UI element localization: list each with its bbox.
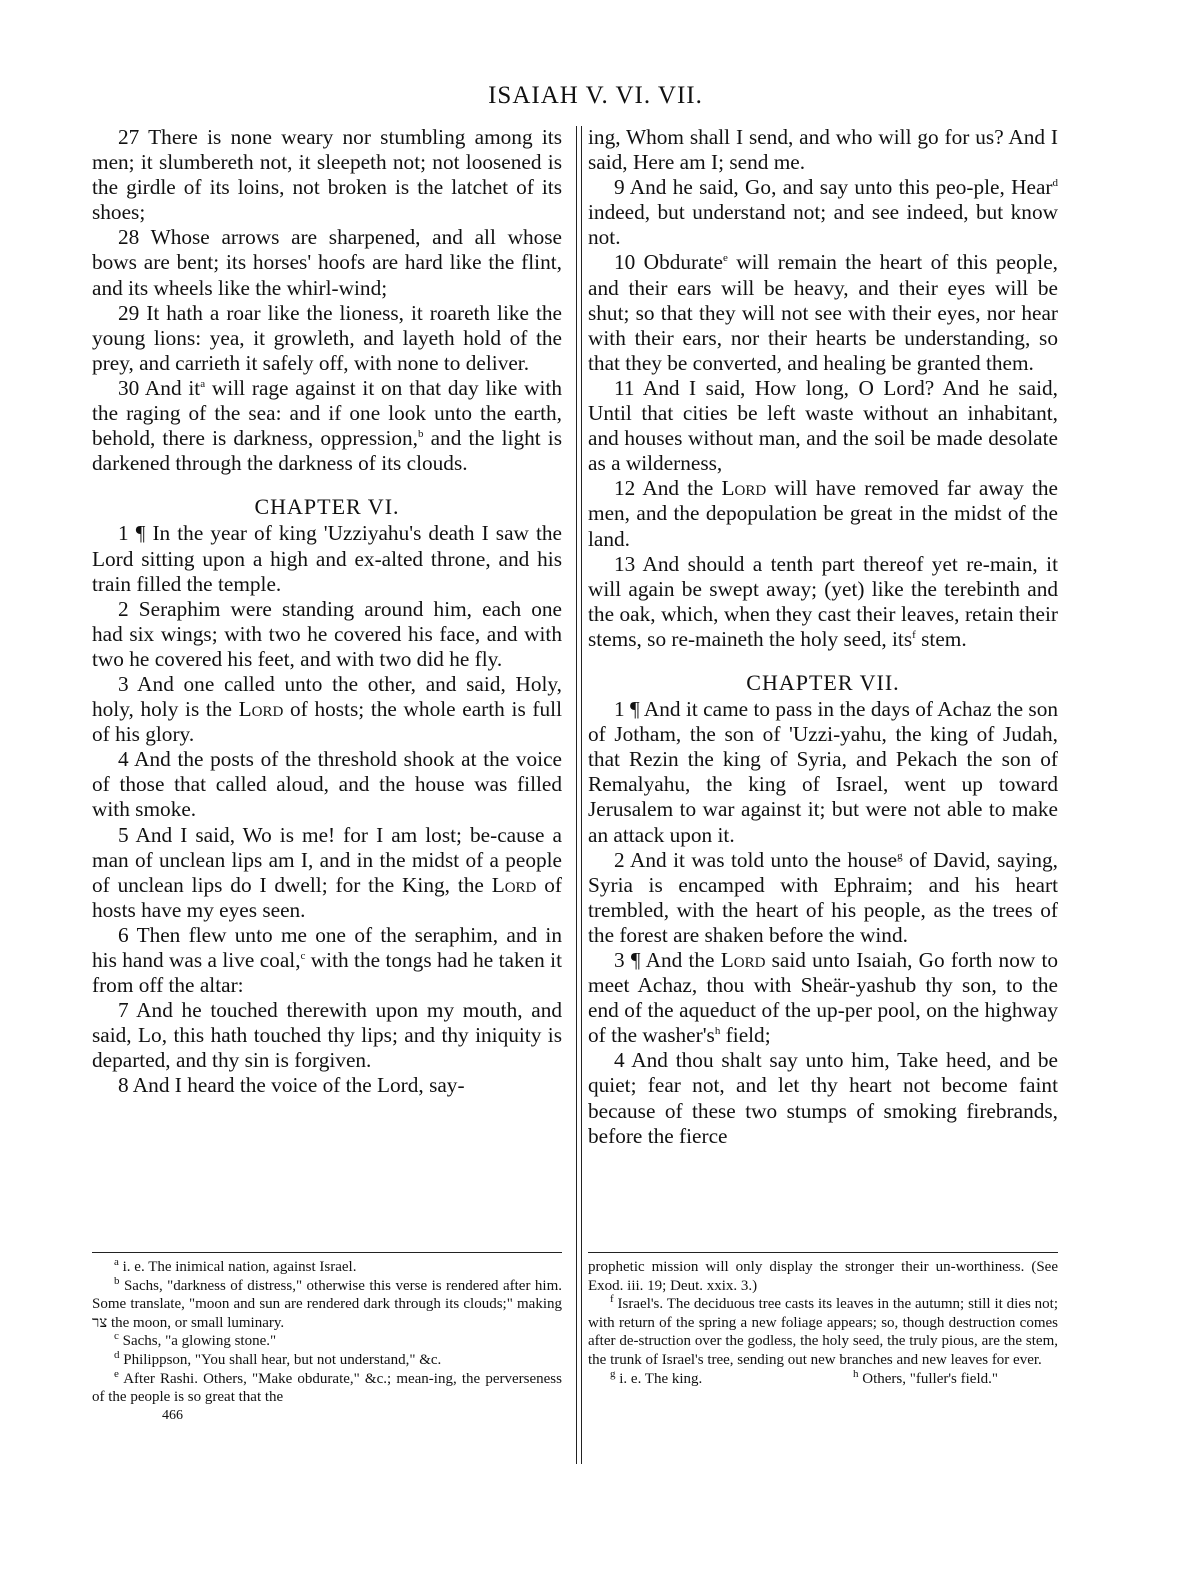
footnote-marker-a: a	[200, 377, 206, 390]
verse-7-1: 1 ¶ And it came to pass in the days of Achaz the son of Jotham, the son of 'Uzzi-yahu, the king of Judah, that Rezin the king of Syria, and Pekach the son of Remalyahu, the king of Israel, went up toward Jerusalem to war against it; but were not able to make an attack upon it.	[588, 697, 1058, 847]
footnote-b: $^b$ Sachs, "darkness of distress," otherwise this verse is rendered after him. Some translate, "moon and sun are rendered dark through its clouds;" making צר the moon, or small luminary.	[92, 1274, 562, 1331]
verse-6-3: 3 And one called unto the other, and said, Holy, holy, holy is the Lord of hosts; the whole earth is full of his glory.	[92, 671, 562, 747]
verse-6-7: 7 And he touched therewith upon my mouth, and said, Lo, this hath touched thy lips; and thy iniquity is departed, and thy sin is forgiven.	[92, 998, 562, 1073]
verse-6-4: 4 And the posts of the threshold shook at the voice of those that called aloud, and the house was filled with smoke.	[92, 747, 562, 822]
footnote-f: $^f$ Israel's. The deciduous tree casts its leaves in the autumn; still it dies not; with return of the spring a new foliage appears; so, though destruction comes after de-struction over the godless, the holy seed, the truly pious, are the stem, the trunk of Israel's tree, sending out new branches and new leaves for ever.	[588, 1293, 1059, 1368]
verse-5-30: 30 And $it^a$ will rage against it on that day like with the raging of the sea: and if one look unto the earth, behold, there is darkness, oppression,$^b$ and the light is darkened through the darkness of its clouds.	[92, 375, 562, 476]
verse-6-8: 8 And I heard the voice of the Lord, say-	[118, 1073, 465, 1098]
column-divider-left-line	[576, 126, 577, 1464]
chapter-heading-vii: CHAPTER VII.	[746, 669, 900, 695]
footnotes-left	[92, 1258, 562, 1425]
lord-small-caps: Lord	[721, 476, 767, 501]
right-column	[588, 125, 1058, 1149]
left-column	[92, 125, 562, 1099]
verse-7-2: 2 And it was told unto the house$^g$ of David, saying, Syria is encamped with Ephraim; and his heart trembled, with the heart of his people, as the trees of the forest are shaken before the wind.	[588, 847, 1058, 947]
verse-6-12: 12 And the Lord will have removed far away the men, and the depopulation be great in the midst of the land.	[588, 476, 1059, 551]
lord-small-caps: Lord	[238, 697, 284, 722]
footnote-c: $^c$ Sachs, "a glowing stone."	[114, 1330, 277, 1350]
footnote-g: $^g$ i. e. The king.	[610, 1367, 703, 1387]
verse-6-9: 9 And he said, Go, and say unto this peo-ple, Hear$^d$ indeed, but understand not; and see indeed, but know not.	[588, 175, 1058, 250]
chapter-heading-vi: CHAPTER VI.	[254, 494, 400, 520]
verse-6-13: 13 And should a tenth part thereof yet re-main, it will again be swept away; (yet) like the terebinth and the oak, which, when they cast their leaves, retain their stems, so re-maineth the holy seed, its$^f$ stem.	[588, 551, 1058, 651]
footnote-a: $^a$ i. e. The inimical nation, against Israel.	[114, 1256, 357, 1275]
verse-6-8-continued: ing, Whom shall I send, and who will go for us? And I said, Here am I; send me.	[588, 125, 1058, 175]
lord-small-caps: Lord	[720, 948, 766, 972]
footnote-marker-g: g	[897, 849, 903, 862]
footnote-e: $^e$ After Rashi. Others, "Make obdurate," &c.; mean-ing, the perverseness of the people is so great that the	[92, 1367, 562, 1406]
verse-6-5: 5 And I said, Wo is me! for I am lost; be-cause a man of unclean lips am I, and in the midst of a people of unclean lips do I dwell; for the King, the Lord of hosts have my eyes seen.	[92, 822, 562, 922]
page-number: 466	[162, 1407, 183, 1423]
footnote-rule-right	[588, 1252, 1058, 1253]
verse-5-28: 28 Whose arrows are sharpened, and all whose bows are bent; its horses' hoofs are hard like the flint, and its wheels like the whirl-wind;	[92, 225, 562, 300]
verse-6-2: 2 Seraphim were standing around him, each one had six wings; with two he covered his face, and with two he covered his feet, and with two did he fly.	[92, 596, 562, 671]
footnote-e-continued: prophetic mission will only display the stronger their un-worthiness. (See Exod. iii. 19; Deut. xxix. 3.)	[588, 1259, 1058, 1294]
verse-6-6: 6 Then flew unto me one of the seraphim, and in his hand was a live coal,$^c$ with the tongs had he taken it from off the altar:	[92, 922, 562, 998]
column-divider-right-line	[581, 126, 582, 1464]
footnote-d: $^d$ Philippson, "You shall hear, but not understand," &c.	[114, 1348, 442, 1368]
footnote-marker-d: d	[1052, 177, 1058, 190]
footnote-marker-c: c	[300, 949, 306, 962]
footnote-marker-h: h	[714, 1025, 721, 1038]
verse-7-4: 4 And thou shalt say unto him, Take heed, and be quiet; fear not, and let thy heart not become faint because of these two stumps of smoking firebrands, before the fierce	[588, 1048, 1058, 1148]
verse-6-11: 11 And I said, How long, O Lord? And he said, Until that cities be left waste without an inhabitant, and houses without man, and the soil be made desolate as a wilderness,	[588, 375, 1058, 476]
footnote-marker-e: e	[722, 252, 728, 265]
verse-7-3: 3 ¶ And the Lord said unto Isaiah, Go forth now to meet Achaz, thou with Sheär-yashub thy son, to the end of the aqueduct of the up-per pool, on the highway of the $washer's^h$ field;	[588, 948, 1059, 1048]
running-head: ISAIAH V. VI. VII.	[488, 82, 703, 109]
lord-small-caps: Lord	[491, 872, 537, 897]
footnote-rule-left	[92, 1252, 562, 1253]
footnote-h: $^h$ Others, "fuller's field."	[853, 1367, 998, 1387]
verse-5-29: 29 It hath a roar like the lioness, it roareth like the young lions: yea, it growleth, and layeth hold of the prey, and carrieth it safely off, with none to deliver.	[92, 300, 562, 375]
verse-6-1: 1 ¶ In the year of king 'Uzziyahu's death I saw the Lord sitting upon a high and ex-alted throne, and his train filled the temple.	[92, 521, 562, 596]
footnote-marker-b: b	[417, 428, 424, 441]
footnote-marker-f: f	[912, 628, 916, 641]
verse-5-27: 27 There is none weary nor stumbling among its men; it slumbereth not, it sleepeth not; not loosened is the girdle of its loins, not broken is the latchet of its shoes;	[92, 125, 562, 225]
footnotes-right	[588, 1258, 1058, 1388]
verse-6-10: 10 Obdurate$^e$ will remain the heart of this people, and their ears will be heavy, and their eyes will be shut; so that they will not see with their eyes, nor hear with their ears, nor their hearts be understanding, so that they be converted, and healing be granted them.	[588, 250, 1058, 375]
footnotes-g-h	[588, 1367, 1058, 1389]
